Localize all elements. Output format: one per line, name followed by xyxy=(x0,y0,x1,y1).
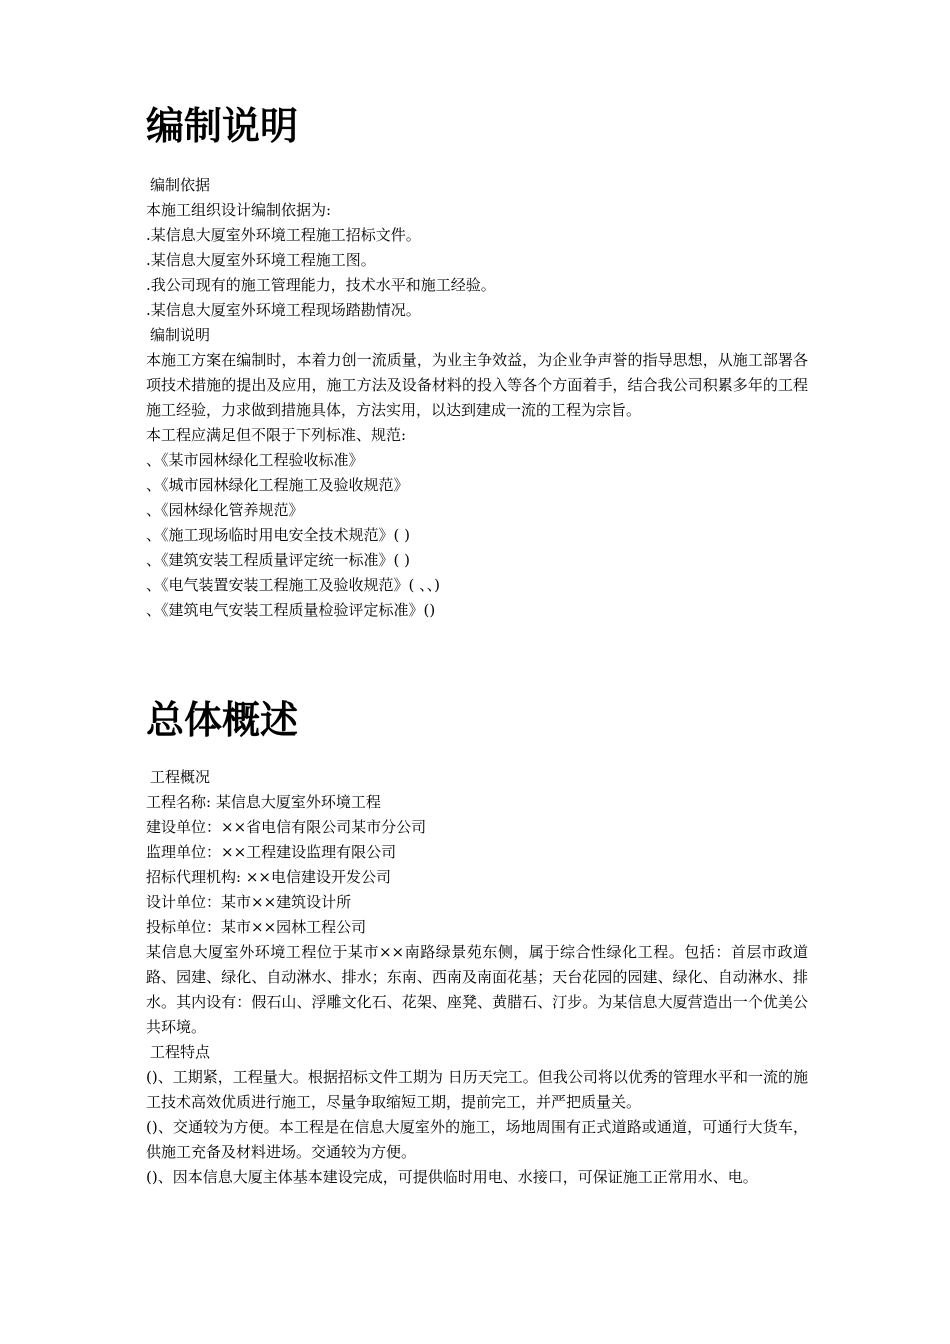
section-overview-body xyxy=(146,765,808,1190)
section-compilation-body xyxy=(146,173,808,623)
section-title-general-overview: 总体概述 xyxy=(146,698,299,742)
feature-paragraph: ()、交通较为方便。本工程是在信息大厦室外的施工，场地周围有正式道路或通道，可通行大货车，供施工充备及材料进场。交通较为方便。 xyxy=(146,1118,808,1161)
project-info-line: 监理单位：××工程建设监理有限公司 xyxy=(146,843,397,861)
standard-item: 、《建筑安装工程质量评定统一标准》( ) xyxy=(146,551,410,569)
section-title-compilation-notes: 编制说明 xyxy=(146,104,299,148)
basis-item: .某信息大厦室外环境工程施工图。 xyxy=(146,251,376,269)
basis-item: .某信息大厦室外环境工程施工招标文件。 xyxy=(146,226,421,244)
project-info-line: 设计单位：某市××建筑设计所 xyxy=(146,893,352,911)
standard-item: 、《施工现场临时用电安全技术规范》( ) xyxy=(146,526,410,544)
basis-item: .某信息大厦室外环境工程现场踏勘情况。 xyxy=(146,301,421,319)
feature-paragraph: ()、因本信息大厦主体基本建设完成，可提供临时用电、水接口，可保证施工正常用水、电。 xyxy=(146,1168,758,1186)
project-info-line: 工程名称: 某信息大厦室外环境工程 xyxy=(146,793,381,811)
compilation-description-paragraph: 本施工方案在编制时，本着力创一流质量，为业主争效益，为企业争声誉的指导思想，从施工部署各项技术措施的提出及应用，施工方法及设备材料的投入等各个方面着手，结合我公司积累多年的工程施工经验，力求做到措施具体，方法实用，以达到建成一流的工程为宗旨。 xyxy=(146,351,808,419)
basis-intro: 本施工组织设计编制依据为: xyxy=(146,201,332,219)
standard-item: 、《建筑电气安装工程质量检验评定标准》() xyxy=(146,601,436,619)
subheading-project-features: 工程特点 xyxy=(150,1043,211,1061)
basis-item: .我公司现有的施工管理能力，技术水平和施工经验。 xyxy=(146,276,496,294)
subheading-compilation-basis: 编制依据 xyxy=(150,176,211,194)
standard-item: 、《园林绿化管养规范》 xyxy=(146,501,304,519)
feature-paragraph: ()、工期紧，工程量大。根据招标文件工期为 日历天完工。但我公司将以优秀的管理水平和一流的施工技术高效优质进行施工，尽量争取缩短工期，提前完工，并严把质量关。 xyxy=(146,1068,808,1111)
subheading-compilation-description: 编制说明 xyxy=(150,326,211,344)
project-info-line: 建设单位：××省电信有限公司某市分公司 xyxy=(146,818,427,836)
standards-intro: 本工程应满足但不限于下列标准、规范: xyxy=(146,426,407,444)
project-overview-paragraph: 某信息大厦室外环境工程位于某市××南路绿景苑东侧，属于综合性绿化工程。包括：首层市政道路、园建、绿化、自动淋水、排水；东南、西南及南面花基；天台花园的园建、绿化、自动淋水、排水。其内设有：假石山、浮雕文化石、花架、座凳、黄腊石、汀步。为某信息大厦营造出一个优美公共环境。 xyxy=(146,943,808,1036)
standard-item: 、《某市园林绿化工程验收标准》 xyxy=(146,451,364,469)
project-info-line: 投标单位：某市××园林工程公司 xyxy=(146,918,367,936)
standard-item: 、《城市园林绿化工程施工及验收规范》 xyxy=(146,476,409,494)
subheading-project-overview: 工程概况 xyxy=(150,768,211,786)
project-info-line: 招标代理机构: ××电信建设开发公司 xyxy=(146,868,391,886)
standard-item: 、《电气装置安装工程施工及验收规范》( 、、) xyxy=(146,576,440,594)
